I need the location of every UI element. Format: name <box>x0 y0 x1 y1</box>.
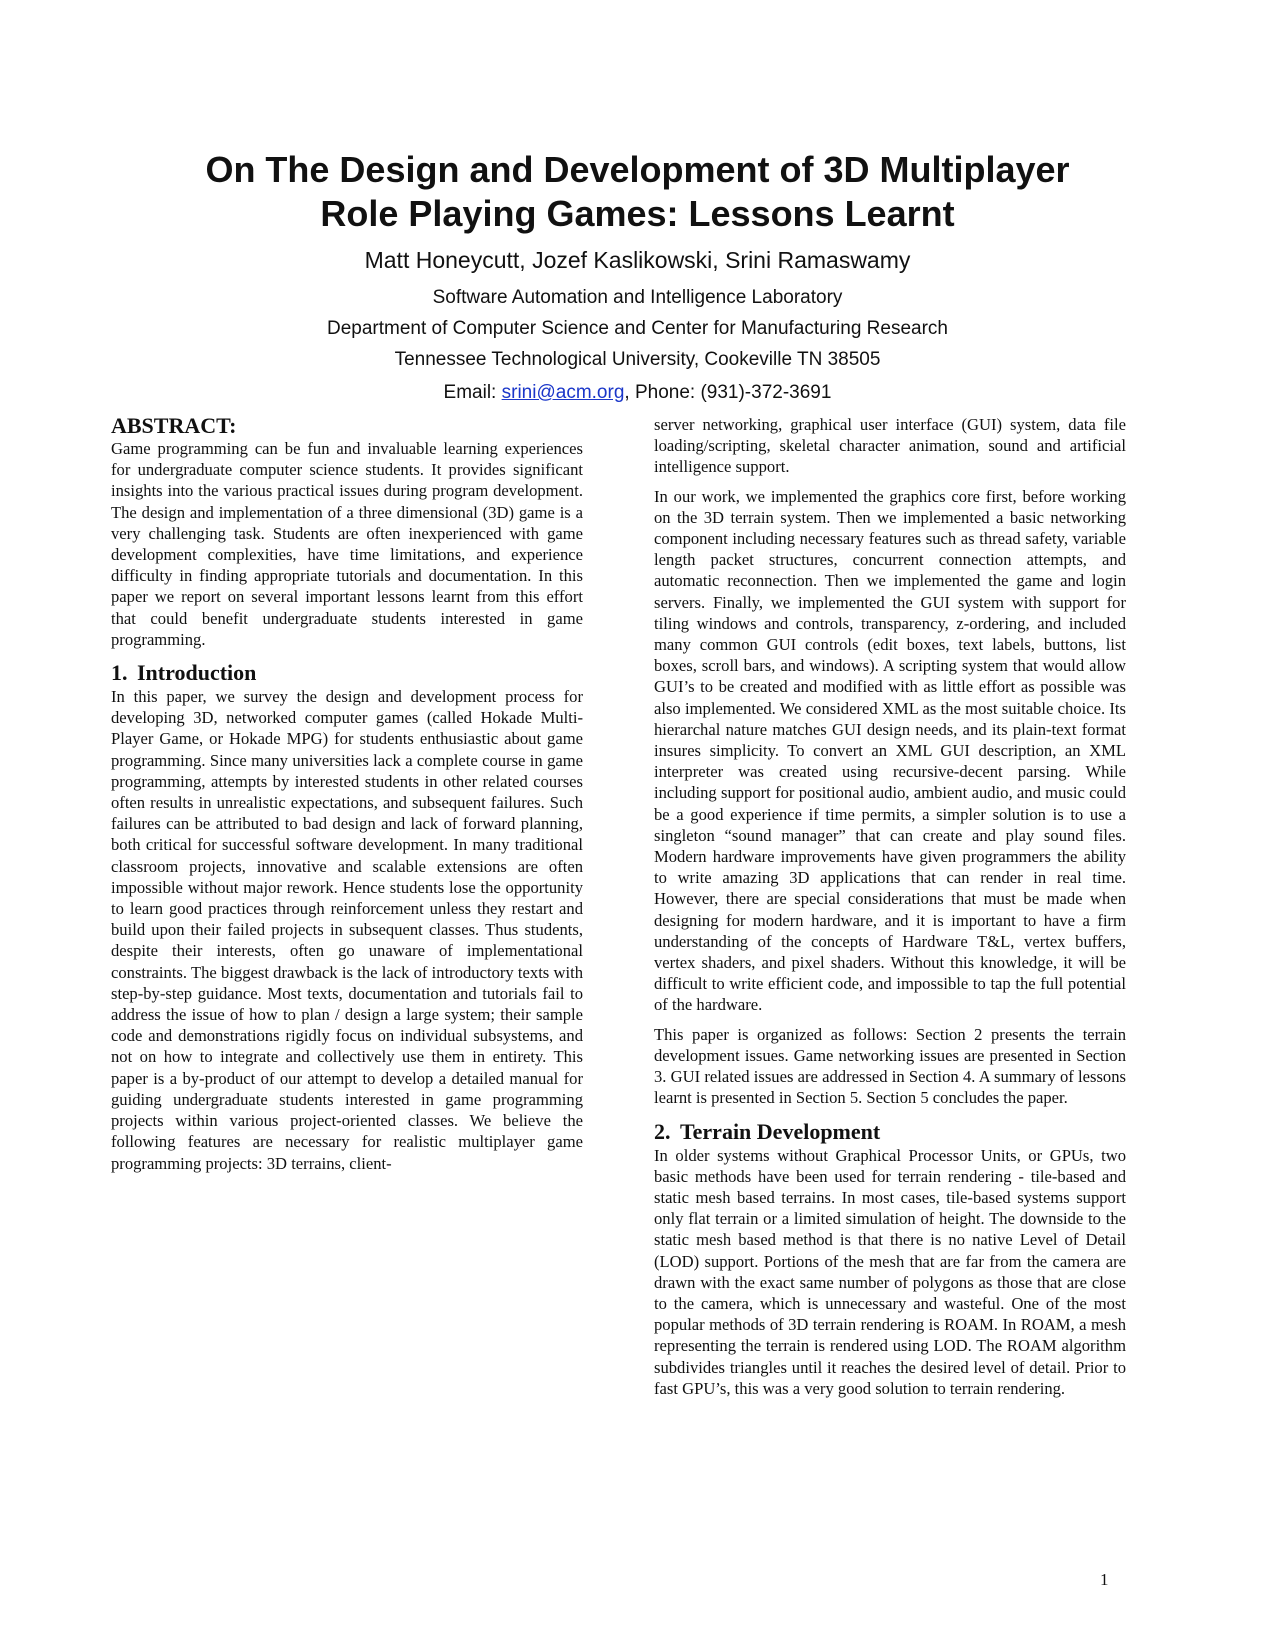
abstract-heading: ABSTRACT: <box>111 413 237 438</box>
phone-text: , Phone: (931)-372-3691 <box>624 382 832 403</box>
author-list: Matt Honeycutt, Jozef Kaslikowski, Srini Ramaswamy <box>364 247 911 273</box>
paper-title <box>0 148 1275 236</box>
page-number: 1 <box>1100 1570 1109 1589</box>
lab-name: Software Automation and Intelligence Laboratory <box>432 287 843 308</box>
section-heading-introduction <box>111 660 583 686</box>
title-line-2: Role Playing Games: Lessons Learnt <box>320 193 955 234</box>
intro-paragraph-1-continued: server networking, graphical user interface (GUI) system, data file loading/scripting, skeletal character animation, sound and artificial intelligence support. <box>654 415 1126 477</box>
section-number: 1. <box>111 660 128 686</box>
intro-paragraph-3: This paper is organized as follows: Section 2 presents the terrain development issues. Game networking issues are presented in Section 3. GUI related issues are addressed in Section 4. A summary of lessons learnt is presented in Section 5. Section 5 concludes the paper. <box>654 1024 1126 1108</box>
university-address: Tennessee Technological University, Cookeville TN 38505 <box>394 349 881 370</box>
section-title: Terrain Development <box>680 1118 881 1144</box>
section-number: 2. <box>654 1118 671 1144</box>
title-line-1: On The Design and Development of 3D Multiplayer <box>205 149 1070 190</box>
email-link[interactable]: srini@acm.org <box>501 382 625 403</box>
intro-paragraph-1: In this paper, we survey the design and development process for developing 3D, networked computer games (called Hokade Multi-Player Game, or Hokade MPG) for students enthusiastic about game programming. Since many universities lack a complete course in game programming, attempts by interested students in other related courses often results in unrealistic expectations, and subsequent failures. Such failures can be attributed to bad design and lack of forward planning, both critical for successful software development. In many traditional classroom projects, innovative and scalable extensions are often impossible without major rework. Hence students lose the opportunity to learn good practices through reinforcement unless they restart and build upon their failed projects in subsequent classes. Thus students, despite their interests, often go unaware of implementational constraints. The biggest drawback is the lack of introductory texts with step-by-step guidance. Most texts, documentation and tutorials fail to address the issue of how to plan / design a large system; their sample code and demonstrations rigidly focus on individual subsystems, and not on how to integrate and collectively use them in entirety. This paper is a by-product of our attempt to develop a detailed manual for guiding undergraduate students interested in game programming projects within various project-oriented classes. We believe the following features are necessary for realistic multiplayer game programming projects: 3D terrains, client- <box>111 687 583 1173</box>
right-column <box>654 414 1126 1399</box>
terrain-paragraph-1: In older systems without Graphical Processor Units, or GPUs, two basic methods have been used for terrain rendering - tile-based and static mesh based terrains. In most cases, tile-based systems support only flat terrain or a limited simulation of height. The downside to the static mesh based method is that there is no native Level of Detail (LOD) support. Portions of the mesh that are far from the camera are drawn with the exact same number of polygons as those that are close to the camera, which is unnecessary and wasteful. One of the most popular methods of 3D terrain rendering is ROAM. In ROAM, a mesh representing the terrain is rendered using LOD. The ROAM algorithm subdivides triangles until it reaches the desired level of detail. Prior to fast GPU’s, this was a very good solution to terrain rendering. <box>654 1145 1126 1398</box>
contact-line <box>0 381 1275 405</box>
left-column <box>111 414 583 1174</box>
section-heading-terrain <box>654 1119 1126 1145</box>
intro-paragraph-2: In our work, we implemented the graphics core first, before working on the 3D terrain system. Then we implemented a basic networking component including necessary features such as thread safety, variable length packet structures, concurrent connection attempts, and automatic reconnection. Then we implemented the game and login servers. Finally, we implemented the GUI system with support for tiling windows and controls, transparency, z-ordering, and included many common GUI controls (edit boxes, text labels, buttons, list boxes, scroll bars, and windows). A scripting system that would allow GUI’s to be created and modified with as little effort as possible was also implemented. We considered XML as the most suitable choice. Its hierarchal nature matches GUI design needs, and its plain-text format insures simplicity. To convert an XML GUI description, an XML interpreter was created using recursive-decent parsing. While including support for positional audio, ambient audio, and music could be a good experience if time permits, a simpler solution is to use a singleton “sound manager” that can create and play sound files. Modern hardware improvements have given programmers the ability to write amazing 3D applications that can render in real time. However, there are special considerations that must be made when designing for modern hardware, and it is important to have a firm understanding of the concepts of Hardware T&L, vertex buffers, vertex shaders, and pixel shaders. Without this knowledge, it will be difficult to write efficient code, and impossible to tap the full potential of the hardware. <box>654 486 1126 1015</box>
abstract-text: Game programming can be fun and invaluable learning experiences for undergraduate computer science students. It provides significant insights into the various practical issues during program development. The design and implementation of a three dimensional (3D) game is a very challenging task. Students are often inexperienced with game development complexities, have time limitations, and experience difficulty in finding appropriate tutorials and documentation. In this paper we report on several important lessons learnt from this effort that could benefit undergraduate students interested in game programming. <box>111 439 583 649</box>
section-title: Introduction <box>137 660 257 686</box>
email-label: Email: <box>443 382 502 403</box>
department-name: Department of Computer Science and Center for Manufacturing Research <box>327 318 948 339</box>
